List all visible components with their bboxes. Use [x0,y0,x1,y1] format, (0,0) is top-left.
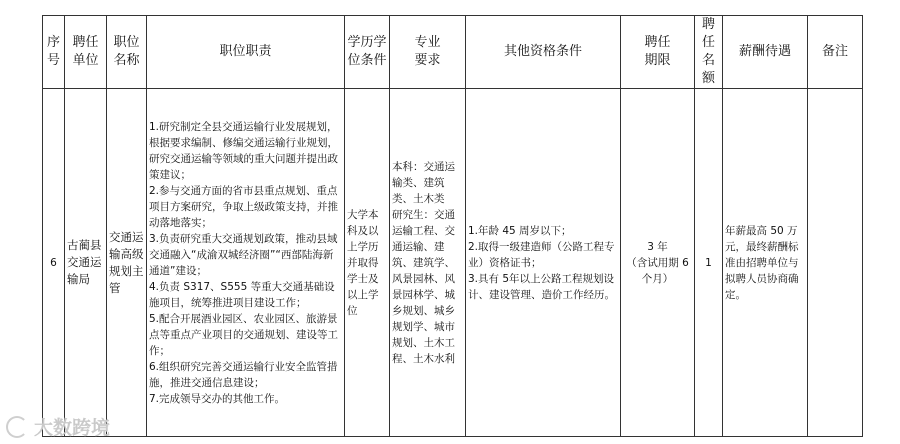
watermark [6,413,110,440]
header-salary: 薪酬待遇 [723,16,808,89]
brand-logo-icon [6,416,28,438]
header-other-requirements: 其他资格条件 [466,16,621,89]
recruitment-table [42,15,863,437]
cell-quota: 1 [695,89,723,437]
header-position: 职位 名称 [107,16,147,89]
header-unit: 聘任 单位 [65,16,107,89]
cell-unit: 古蔺县交通运输局 [65,89,107,437]
header-duties: 职位职责 [147,16,345,89]
header-seq: 序 号 [43,16,65,89]
header-major: 专业 要求 [390,16,466,89]
cell-duties: 1.研究制定全县交通运输行业发展规划，根据要求编制、修编交通运输行业规划，研究交通运输等领域的重大问题并提出政策建议； 2.参与交通方面的省市县重点规划、重点项目方案研究，争取上级政策支持，并推动落地落实； 3.负责研究重大交通规划政策，推动县域交通融入“成渝双城经济圈”“西部陆海新通道”建设； 4.负责 S317、S555 等重大交通基础设施项目，统筹推进项目建设工作； 5.配合开展酒业园区、农业园区、旅游景点等重点产业项目的交通规划、建设等工作； 6.组织研究完善交通运输行业安全监管措施，推进交通信息建设； 7.完成领导交办的其他工作。 [147,89,345,437]
cell-seq: 6 [43,89,65,437]
cell-term: 3 年 （含试用期 6 个月） [621,89,695,437]
header-education: 学历学 位条件 [345,16,390,89]
cell-salary: 年薪最高 50 万元，最终薪酬标准由招聘单位与拟聘人员协商确定。 [723,89,808,437]
cell-education: 大学本科及以上学历并取得学士及以上学位 [345,89,390,437]
table-row [43,89,863,437]
header-row [43,16,863,89]
header-quota: 聘任 名额 [695,16,723,89]
header-term: 聘任 期限 [621,16,695,89]
watermark-text: 大数跨境 [34,417,111,439]
header-remarks: 备注 [808,16,863,89]
cell-position: 交通运输高级规划主管 [107,89,147,437]
cell-remarks [808,89,863,437]
cell-other-requirements: 1.年龄 45 周岁以下； 2.取得一级建造师（公路工程专业）资格证书； 3.具有 5年以上公路工程规划设计、建设管理、造价工作经历。 [466,89,621,437]
cell-major: 本科：交通运输类、建筑类、土木类 研究生：交通运输工程、交通运输、建筑、建筑学、风景园林、风景园林学、城乡规划、城乡规划学、城市规划、土木工程、土木水利 [390,89,466,437]
